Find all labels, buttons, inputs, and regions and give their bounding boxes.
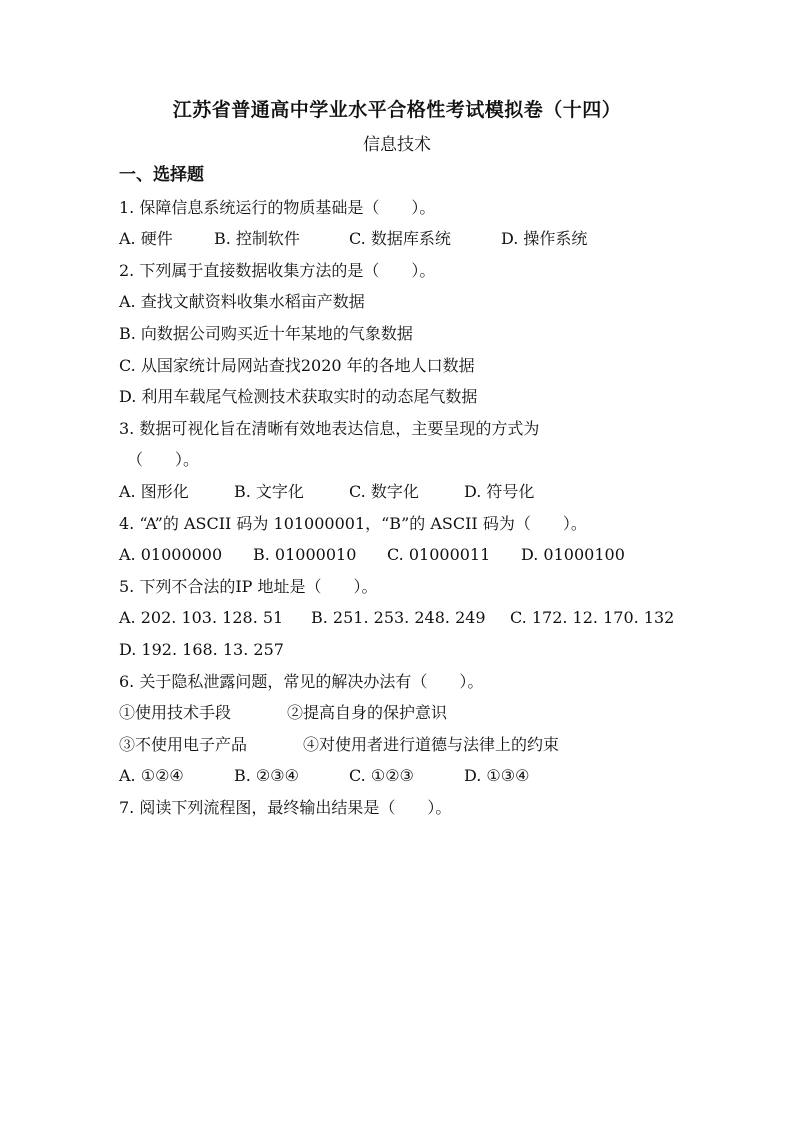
- option-a: A. 202. 103. 128. 51: [119, 608, 284, 628]
- option-c: C. 数据库系统: [349, 229, 451, 249]
- question-6-options: [119, 760, 679, 792]
- option-d: D. ①③④: [464, 766, 530, 786]
- option-b: B. 251. 253. 248. 249: [311, 608, 486, 628]
- option-b: B. 向数据公司购买近十年某地的气象数据: [119, 323, 413, 343]
- option-c: C. ①②③: [349, 766, 414, 786]
- question-5-stem: 5. 下列不合法的IP 地址是（ ）。: [119, 576, 378, 596]
- option-c: C. 数字化: [349, 481, 419, 501]
- question-2-stem: 2. 下列属于直接数据收集方法的是（ ）。: [119, 260, 436, 280]
- option-a: A. 01000000: [119, 545, 223, 565]
- question-5-options: [119, 602, 679, 634]
- statement-3: ③不使用电子产品: [119, 734, 248, 754]
- option-d: D. 操作系统: [501, 229, 588, 249]
- statement-2: ②提高自身的保护意识: [287, 703, 448, 723]
- option-a: A. ①②④: [119, 766, 184, 786]
- option-d: D. 符号化: [464, 481, 535, 501]
- option-b: B. 控制软件: [214, 229, 300, 249]
- section-heading: 一、选择题: [119, 165, 204, 185]
- question-list: [119, 160, 679, 823]
- option-b: B. 文字化: [234, 481, 304, 501]
- option-c: C. 01000011: [387, 545, 491, 565]
- question-6-statements: [119, 697, 679, 729]
- option-a: A. 硬件: [119, 229, 173, 249]
- option-a: A. 查找文献资料收集水稻亩产数据: [119, 292, 365, 312]
- question-1-options: [119, 223, 679, 255]
- statement-4: ④对使用者进行道德与法律上的约束: [303, 734, 560, 754]
- question-6-statements: [119, 729, 679, 761]
- question-4-stem: 4. “A”的 ASCII 码为 101000001，“B”的 ASCII 码为（ ）。: [119, 513, 587, 533]
- subject-title: 信息技术: [363, 135, 431, 155]
- question-3-stem-continued: （ ）。: [127, 450, 200, 470]
- option-d: D. 192. 168. 13. 257: [119, 639, 284, 659]
- option-b: B. ②③④: [234, 766, 299, 786]
- question-6-stem: 6. 关于隐私泄露问题，常见的解决办法有（ ）。: [119, 671, 484, 691]
- option-c: C. 172. 12. 170. 132: [510, 608, 675, 628]
- question-7-stem: 7. 阅读下列流程图，最终输出结果是（ ）。: [119, 797, 452, 817]
- option-d: D. 01000100: [521, 545, 625, 565]
- question-3-options: [119, 476, 679, 508]
- question-3-stem: 3. 数据可视化旨在清晰有效地表达信息，主要呈现的方式为: [119, 418, 540, 438]
- option-b: B. 01000010: [253, 545, 357, 565]
- option-d: D. 利用车载尾气检测技术获取实时的动态尾气数据: [119, 387, 478, 407]
- option-c: C. 从国家统计局网站查找2020 年的各地人口数据: [119, 355, 475, 375]
- option-a: A. 图形化: [119, 481, 189, 501]
- question-4-options: [119, 539, 679, 571]
- statement-1: ①使用技术手段: [119, 703, 232, 723]
- question-1-stem: 1. 保障信息系统运行的物质基础是（ ）。: [119, 197, 436, 217]
- exam-title: 江苏省普通高中学业水平合格性考试模拟卷（十四）: [172, 99, 622, 121]
